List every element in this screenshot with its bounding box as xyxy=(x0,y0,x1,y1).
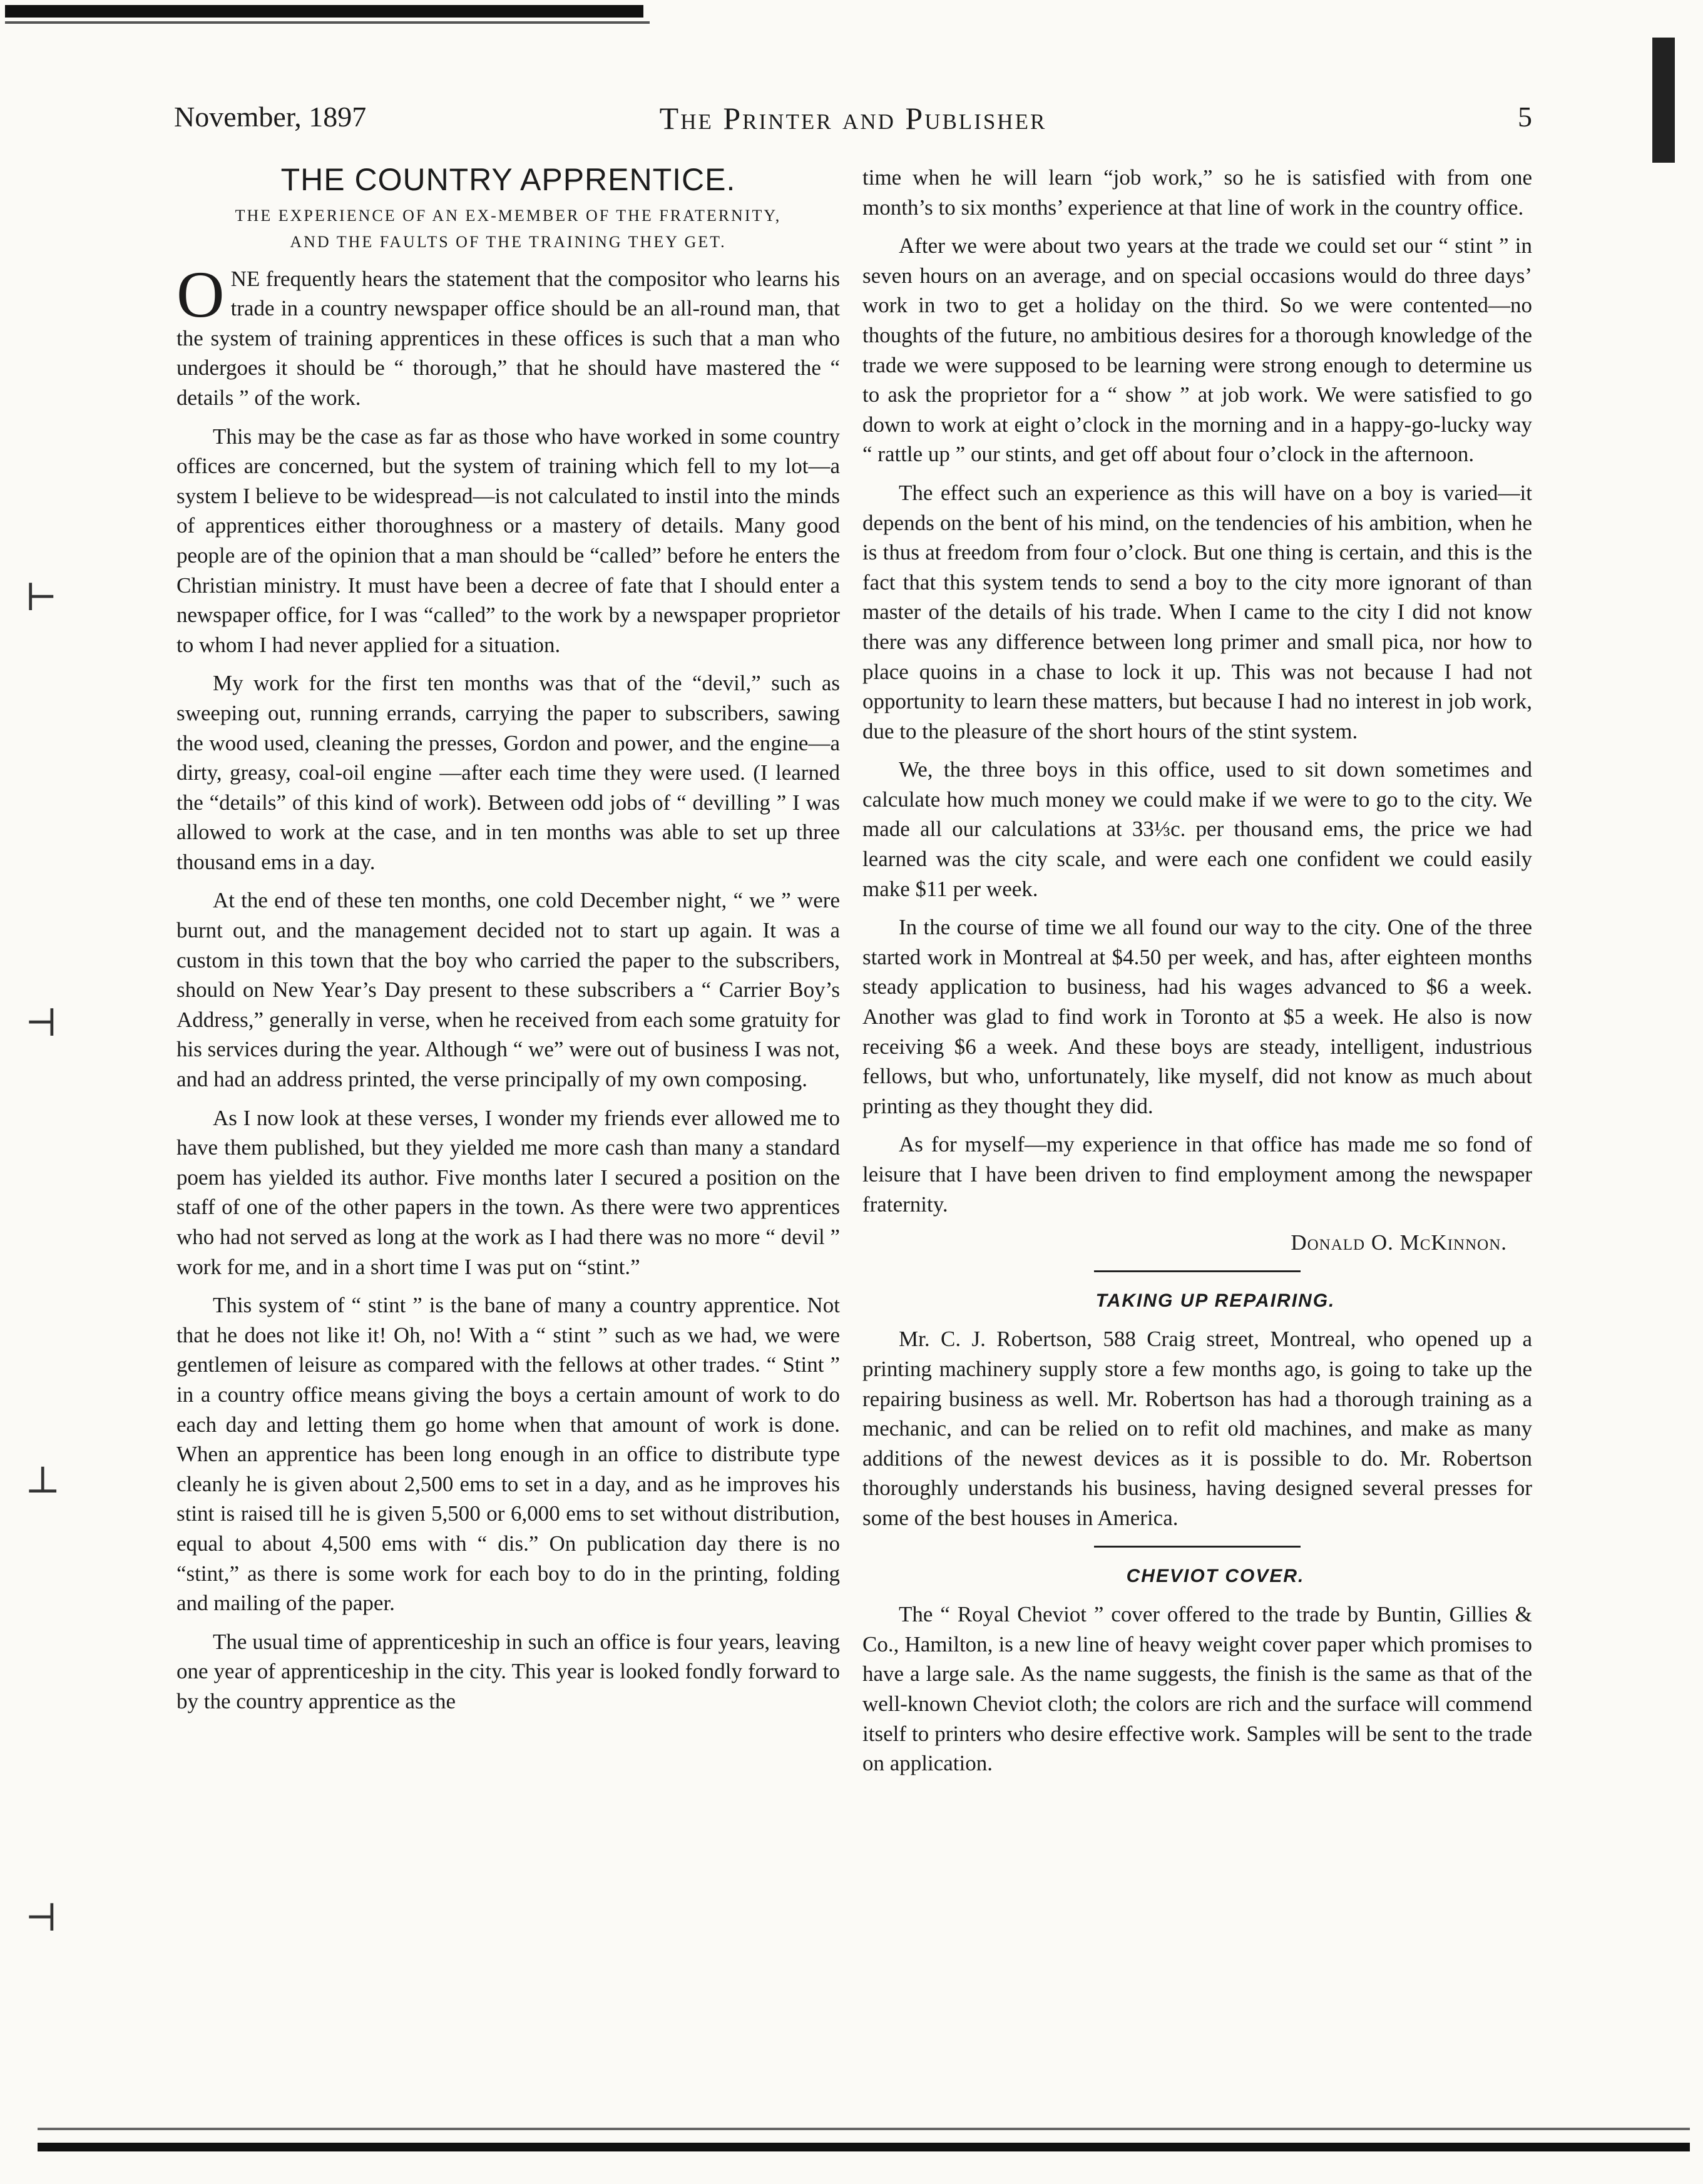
drop-cap: O xyxy=(176,257,225,331)
section-paragraph: The “ Royal Cheviot ” cover offered to the trade by Buntin, Gillies & Co., Hamilton, is a new line of heavy weight cover paper which promises to have a large sale. As the name suggests, the finish is the same as that of the well-known Cheviot cloth; the colors are rich and the surface will commend itself to printers who desire effective work. Samples will be sent to the trade on application. xyxy=(862,1602,1532,1776)
article-paragraph: As I now look at these verses, I wonder my friends ever allowed me to have them published, but they yielded me more cash than many a standard poem has yielded its author. Five months later I secured a position on the staff of one of the other papers in the town. As there were two apprentices who had not served as long at the work as I had there was no more “ devil ” work for me, and in a short time I was put on “stint.” xyxy=(176,1105,840,1279)
article-paragraph: The usual time of apprenticeship in such an office is four years, leaving one year of apprenticeship in the city. This year is looked fondly forward to by the country apprentice as the xyxy=(176,1629,840,1713)
article-paragraph: This may be the case as far as those who have worked in some country offices are concerned, but the system of training which fell to my lot—a system I believe to be widespread—is not calculated to instil into the minds of apprentices either thoroughness or a mastery of details. Many good people are of the opinion that a man should be “called” before he enters the Christian ministry. It must have been a decree of fate that I should enter a newspaper office, for I was “called” to the work by a newspaper proprietor to whom I had never applied for a situation. xyxy=(176,424,840,657)
author-signature: Donald O. McKinnon. xyxy=(1291,1230,1507,1255)
article-subtitle-line: AND THE FAULTS OF THE TRAINING THEY GET. xyxy=(290,232,727,251)
top-border-thin-rule xyxy=(5,21,650,24)
article-paragraph: After we were about two years at the trade we could set our “ stint ” in seven hours on an average, and on special occasions would do three days’ work in two to get a holiday on the third. So we were contented—no thoughts of the future, no ambitious desires for a thorough knowledge of the trade we were supposed to be learning were strong enough to determine us to ask the proprietor for a “ show ” at job work. We were satisfied to go down to work at eight o’clock in the morning and in a happy-go-lucky way “ rattle up ” our stints, and get off about four o’clock in the afternoon. xyxy=(862,233,1532,467)
section-title-repairing: TAKING UP REPAIRING. xyxy=(1095,1290,1336,1311)
article-paragraph: The effect such an experience as this will have on a boy is varied—it depends on the bent of his mind, on the tendencies of his ambition, when he is thus at freedom from four o’clock. But one thing is certain, and this is the fact that this system tends to send a boy to the city more ignorant of than master of the details of his trade. When I came to the city I did not know there was any difference between long primer and small pica, nor how to place quoins in a chase to lock it up. This was not because I had not opportunity to learn these matters, but because I had no interest in job work, due to the pleasure of the short hours of the stint system. xyxy=(862,480,1532,743)
section-paragraph: Mr. C. J. Robertson, 588 Craig street, Montreal, who opened up a printing machinery supply store a few months ago, is going to take up the repairing business as well. Mr. Robertson has had a thorough training as a mechanic, and can be relied on to refit old machines, and make as many additions of the newest devices as it is possible to do. Mr. Robertson thoroughly understands his business, having designed several presses for some of the best houses in America. xyxy=(862,1327,1532,1530)
article-paragraph: time when he will learn “job work,” so he is satisfied with from one month’s to six months’ experience at that line of work in the country office. xyxy=(862,165,1532,220)
bottom-border-thin-rule xyxy=(38,2128,1690,2130)
article-paragraph: As for myself—my experience in that office has made me so fond of leisure that I have been driven to find employment among the newspaper fraternity. xyxy=(862,1132,1532,1217)
article-title: THE COUNTRY APPRENTICE. xyxy=(280,162,736,197)
article-paragraph: At the end of these ten months, one cold December night, “ we ” were burnt out, and the management decided not to start up again. It was a custom in this town that the boy who carried the paper to the subscribers, should on New Year’s Day present to these subscribers a “ Carrier Boy’s Address,” generally in verse, when he received from each some gratuity for his services during the year. Although “ we” were out of business I was not, and had an address printed, the verse principally of my own composing. xyxy=(176,888,840,1092)
right-column xyxy=(862,163,1532,1787)
section-divider xyxy=(1094,1546,1301,1548)
article-paragraph: We, the three boys in this office, used to sit down sometimes and calculate how much money we could make if we were to go to the city. We made all our calculations at 33⅓c. per thousand ems, the price we had learned was the city scale, and were each one confident we could easily make $11 per week. xyxy=(862,757,1532,901)
section-divider xyxy=(1094,1270,1301,1272)
margin-mark: ⊣ xyxy=(25,1003,58,1044)
right-edge-mark xyxy=(1652,38,1675,163)
page-number: 5 xyxy=(1518,101,1532,133)
article-paragraph: My work for the first ten months was that of the “devil,” such as sweeping out, running errands, carrying the paper to subscribers, sawing the wood used, cleaning the presses, Gordon and power, and the engine—a dirty, greasy, coal-oil engine —after each time they were used. (I learned the “details” of this kind of work). Between odd jobs of “ devilling ” I was allowed to work at the case, and in ten months was able to set up three thousand ems in a day. xyxy=(176,671,840,874)
article-paragraph: In the course of time we all found our way to the city. One of the three started work in Montreal at $4.50 per week, and has, after eighteen months steady application to business, had his wages advanced to $6 a week. Another was glad to find work in Toronto at $5 a week. He also is now receiving $6 a week. And these boys are steady, intelligent, industrious fellows, but who, unfortunately, like myself, did not know as much about printing as they thought they did. xyxy=(862,915,1532,1118)
article-paragraph: This system of “ stint ” is the bane of many a country apprentice. Not that he does not like it! Oh, no! With a “ stint ” such as we had, we were gentlemen of leisure as compared with the fellows at other trades. “ Stint ” in a country office means giving the boys a certain amount of work to do each day and letting them go home when that amount of work is done. When an apprentice has been long enough in an office to distribute type cleanly he is given about 2,500 ems to set in a day, and as he improves his stint is raised till he is given 5,500 or 6,000 ems to set without distribution, equal to about 4,500 ems with “ dis.” On publication day there is no “stint,” as there is some work for each boy to do in the printing, folding and mailing of the paper. xyxy=(176,1293,840,1616)
margin-mark: ⊣ xyxy=(25,1897,58,1939)
page-header xyxy=(174,100,1532,144)
margin-mark: ⊢ xyxy=(25,577,58,618)
issue-date: November, 1897 xyxy=(174,101,367,133)
bottom-border-rule xyxy=(38,2143,1690,2151)
section-title-cheviot: CHEVIOT COVER. xyxy=(1126,1565,1305,1586)
article-paragraph xyxy=(176,257,840,413)
margin-mark: ⊥ xyxy=(25,1459,61,1501)
article-paragraph-text: NE frequently hears the statement that the compositor who learns his trade in a country newspaper office should be an all-round man, that the system of training apprentices in these offices is such that a man who undergoes it should be “ thorough,” that he should have mastered the “ details ” of the work. xyxy=(176,266,840,410)
top-border-rule xyxy=(5,5,643,18)
publication-title: The Printer and Publisher xyxy=(659,101,1047,136)
left-column xyxy=(176,163,840,1725)
article-subtitle xyxy=(176,203,840,255)
article-subtitle-line: THE EXPERIENCE OF AN EX-MEMBER OF THE FRATERNITY, xyxy=(235,206,782,225)
